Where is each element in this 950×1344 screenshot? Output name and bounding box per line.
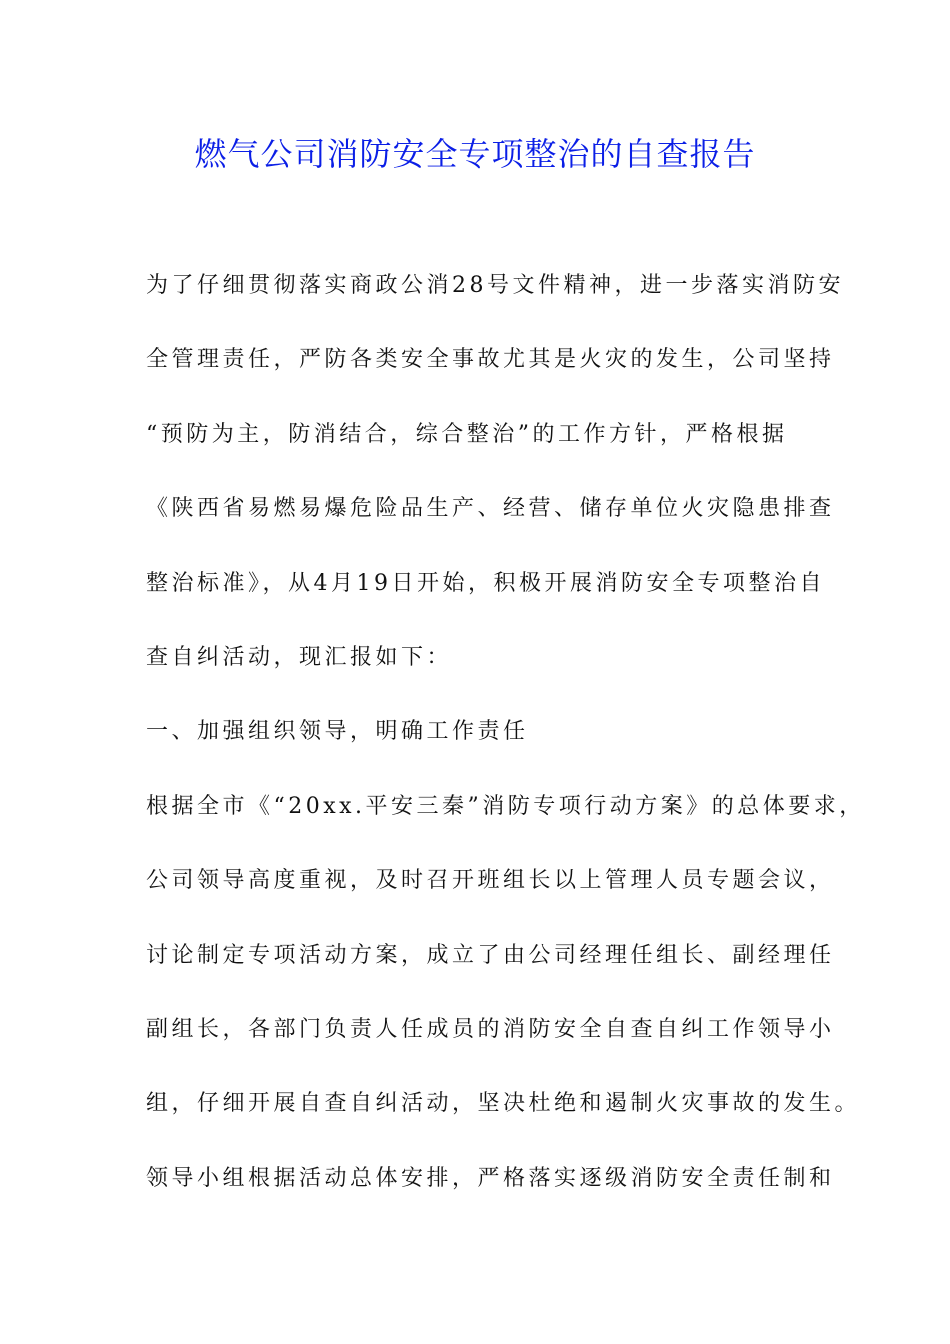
body-line: 《陕西省易燃易爆危险品生产、经营、储存单位火灾隐患排查 — [146, 496, 835, 522]
body-line: 为了仔细贯彻落实商政公消28号文件精神，进一步落实消防安 — [146, 273, 844, 298]
body-line: 领导小组根据活动总体安排，严格落实逐级消防安全责任制和 — [146, 1165, 835, 1191]
body-line: 整治标准》，从4月19日开始，积极开展消防安全专项整治自 — [146, 570, 825, 596]
body-line: 组，仔细开展自查自纠活动，坚决杜绝和遏制火灾事故的发生。 — [146, 1091, 861, 1117]
body-line: 根据全市《“20xx.平安三秦”消防专项行动方案》的总体要求， — [146, 793, 865, 819]
section-heading: 一、加强组织领导，明确工作责任 — [146, 719, 529, 745]
body-line: 查自纠活动，现汇报如下： — [146, 644, 453, 670]
body-line: 讨论制定专项活动方案，成立了由公司经理任组长、副经理任 — [146, 942, 835, 968]
body-line: 公司领导高度重视，及时召开班组长以上管理人员专题会议， — [146, 868, 835, 894]
document-title: 燃气公司消防安全专项整治的自查报告 — [194, 135, 756, 173]
body-line: 全管理责任，严防各类安全事故尤其是火灾的发生，公司坚持 — [146, 347, 835, 373]
body-line: “预防为主，防消结合，综合整治”的工作方针，严格根据 — [146, 421, 788, 447]
document-body — [146, 264, 865, 1231]
body-line: 副组长，各部门负责人任成员的消防安全自查自纠工作领导小 — [146, 1016, 835, 1042]
